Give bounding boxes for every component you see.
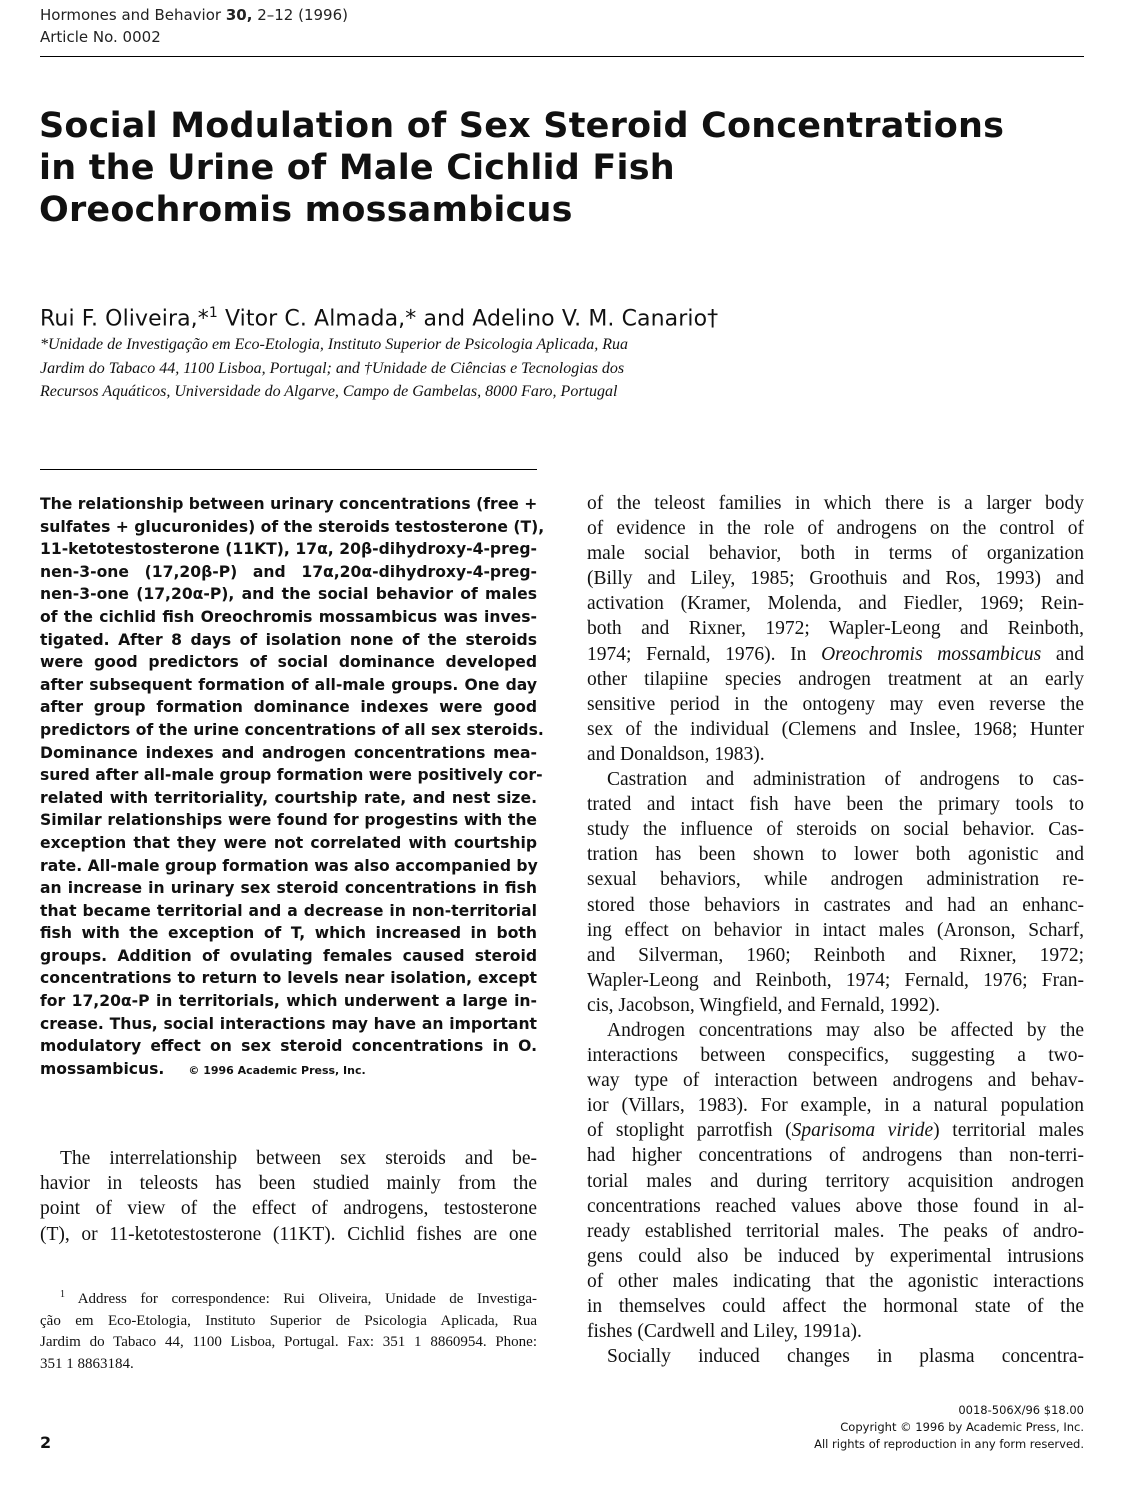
body-line: havior in teleosts has been studied mainly from the: [40, 1173, 537, 1195]
footnote-line: Jardim do Tabaco 44, 1100 Lisboa, Portugal. Fax: 351 1 8860954. Phone:: [40, 1334, 537, 1350]
abstract-line: The relationship between urinary concentrations (free +: [40, 495, 538, 513]
abstract-line: concentrations to return to levels near isolation, except: [40, 969, 537, 988]
body-line: concentrations reached values above those found in al-: [587, 1195, 1084, 1217]
abstract-line: an increase in urinary sex steroid concentrations in fish: [40, 879, 537, 898]
body-line: Androgen concentrations may also be affected by the: [607, 1019, 1084, 1041]
body-line: male social behavior, both in terms of organization: [587, 543, 1084, 565]
author-1: Rui F. Oliveira,*: [40, 306, 209, 332]
body-line: way type of interaction between androgens and behav-: [587, 1070, 1084, 1092]
paragraph: [587, 767, 1084, 1018]
abstract-line: for 17,20α-P in territorials, which underwent a large in-: [40, 992, 537, 1011]
abstract-line: after subsequent formation of all-male groups. One day: [40, 675, 537, 694]
body-line: stored those behaviors in castrates and had an enhanc-: [587, 894, 1084, 916]
abstract-line: groups. Addition of ovulating females caused steroid: [40, 946, 537, 965]
body-line: ing effect on behavior in intact males (Aronson, Scharf,: [587, 919, 1084, 941]
species-name: Oreochromis mossambicus: [821, 643, 1042, 665]
body-line: of other males indicating that the agonistic interactions: [587, 1270, 1084, 1292]
body-line: had higher concentrations of androgens than non-terri-: [587, 1145, 1084, 1167]
body-line: trated and intact fish have been the primary tools to: [587, 794, 1084, 816]
species-name: Sparisoma viride: [791, 1120, 934, 1142]
body-line: [587, 642, 1084, 667]
rights-line: All rights of reproduction in any form reserved.: [814, 1437, 1084, 1451]
body-line: ior (Villars, 1983). For example, in a natural population: [587, 1095, 1084, 1117]
body-line: activation (Kramer, Molenda, and Fiedler, 1969; Rein-: [587, 593, 1084, 615]
paragraph: [587, 1344, 1084, 1369]
affiliation-line: Recursos Aquáticos, Universidade do Algarve, Campo de Gambelas, 8000 Faro, Portugal: [40, 383, 618, 400]
body-line: (Billy and Liley, 1985; Groothuis and Ros, 1993) and: [587, 568, 1084, 590]
abstract-copyright: © 1996 Academic Press, Inc.: [188, 1063, 366, 1077]
body-line: tration has been shown to lower both agonistic and: [587, 844, 1084, 866]
body-line: Castration and administration of androgens to cas-: [607, 769, 1084, 791]
footnote: [40, 1284, 537, 1375]
journal-citation: [40, 4, 348, 26]
abstract-line: related with territoriality, courtship rate, and nest size.: [40, 788, 537, 807]
abstract-line: predictors of the urine concentrations of all sex steroids.: [40, 720, 544, 739]
abstract-last-text: mossambicus.: [40, 1059, 165, 1078]
body-line: study the influence of steroids on social behavior. Cas-: [587, 819, 1084, 841]
body-line: point of view of the effect of androgens, testosterone: [40, 1198, 537, 1220]
abstract-line: sulfates + glucuronides) of the steroids testosterone (T),: [40, 517, 545, 536]
abstract-line: 11-ketotestosterone (11KT), 17α, 20β-dihydroxy-4-preg-: [40, 540, 537, 559]
footnote-line: 351 1 8863184.: [40, 1355, 134, 1372]
journal-pages: 2–12 (1996): [257, 6, 348, 24]
abstract-line: were good predictors of social dominance developed: [40, 653, 537, 672]
body-line: fishes (Cardwell and Liley, 1991a).: [587, 1321, 862, 1343]
paragraph: [587, 1018, 1084, 1344]
article-code: 0018-506X/96 $18.00: [958, 1403, 1084, 1417]
paragraph: [587, 491, 1084, 767]
body-line: both and Rixner, 1972; Wapler-Leong and Reinboth,: [587, 618, 1084, 640]
abstract-line: modulatory effect on sex steroid concentrations in O.: [40, 1037, 537, 1056]
body-line: ready established territorial males. The peaks of andro-: [587, 1220, 1084, 1242]
abstract-line: Similar relationships were found for progestins with the: [40, 811, 537, 830]
abstract-line: exception that they were not correlated with courtship: [40, 833, 537, 852]
title-line: Oreochromis mossambicus: [39, 190, 573, 230]
intro-paragraph-left: [40, 1146, 537, 1247]
body-line: and Silverman, 1960; Reinboth and Rixner, 1972;: [587, 944, 1084, 966]
affiliation-line: Jardim do Tabaco 44, 1100 Lisboa, Portugal; and †Unidade de Ciências e Tecnologias dos: [40, 359, 625, 377]
journal-volume: 30,: [225, 6, 253, 24]
abstract-rule: [40, 469, 537, 470]
body-line: torial males and during territory acquisition androgen: [587, 1170, 1084, 1192]
body-line: sexual behaviors, while androgen administration re-: [587, 869, 1084, 891]
body-line: other tilapiine species androgen treatment at an early: [587, 668, 1084, 690]
copyright-footer: [814, 1402, 1084, 1453]
footnote-line: [40, 1284, 537, 1311]
article-title: [39, 105, 1039, 231]
body-text: of stoplight parrotfish (: [587, 1120, 792, 1142]
body-line: of the teleost families in which there is a larger body: [587, 493, 1084, 514]
body-line: The interrelationship between sex steroids and be-: [60, 1148, 537, 1169]
copyright-line: Copyright © 1996 by Academic Press, Inc.: [840, 1420, 1084, 1434]
author-list: [40, 296, 718, 336]
body-line: Socially induced changes in plasma concentra-: [607, 1346, 1084, 1368]
title-line: in the Urine of Male Cichlid Fish: [39, 148, 675, 188]
body-text: 1974; Fernald, 1976). In: [587, 643, 822, 665]
body-text: and: [1041, 643, 1085, 665]
body-line: [587, 1118, 1084, 1143]
body-line: gens could also be induced by experimental intrusions: [587, 1245, 1084, 1267]
body-line: interactions between conspecifics, suggesting a two-: [587, 1045, 1084, 1067]
affiliation-line: *Unidade de Investigação em Eco-Etologia, Instituto Superior de Psicologia Aplicada, Rua: [40, 336, 629, 353]
abstract-line: rate. All-male group formation was also accompanied by: [40, 856, 538, 875]
right-column: [587, 491, 1084, 1369]
body-line: and Donaldson, 1983).: [587, 743, 765, 765]
footnote-text: Address for correspondence: Rui Oliveira, Unidade de Investiga-: [65, 1291, 537, 1307]
footnote-marker: 1: [60, 1289, 65, 1300]
authors-rest: Vitor C. Almada,* and Adelino V. M. Canario†: [217, 306, 719, 332]
abstract-last-line: [40, 1058, 537, 1083]
abstract-line: of the cichlid fish Oreochromis mossambicus was inves-: [40, 607, 537, 626]
title-line: Social Modulation of Sex Steroid Concentrations: [39, 106, 1005, 146]
abstract-line: nen-3-one (17,20α-P), and the social behavior of males: [40, 585, 537, 604]
body-line: sensitive period in the ontogeny may even reverse the: [587, 693, 1084, 715]
abstract-line: crease. Thus, social interactions may have an important: [40, 1014, 537, 1033]
abstract: [40, 493, 545, 1082]
running-head: [40, 4, 348, 48]
abstract-line: sured after all-male group formation were positively cor-: [40, 766, 543, 785]
article-number: Article No. 0002: [40, 28, 161, 46]
abstract-line: tigated. After 8 days of isolation none of the steroids: [40, 630, 537, 649]
abstract-line: Dominance indexes and androgen concentrations mea-: [40, 743, 537, 762]
body-line: in themselves could affect the hormonal state of the: [587, 1296, 1084, 1317]
page-number: 2: [40, 1433, 52, 1452]
abstract-line: after group formation dominance indexes were good: [40, 698, 537, 717]
abstract-line: fish with the exception of T, which increased in both: [40, 924, 537, 943]
body-line: cis, Jacobson, Wingfield, and Fernald, 1992).: [587, 994, 941, 1016]
abstract-line: nen-3-one (17,20β-P) and 17α,20α-dihydroxy-4-preg-: [40, 562, 537, 581]
body-text: ) territorial males: [933, 1120, 1084, 1142]
header-rule: [40, 56, 1084, 57]
body-line: of evidence in the role of androgens on the control of: [587, 518, 1084, 540]
affiliations: [40, 333, 628, 404]
footnote-line: ção em Eco-Etologia, Instituto Superior de Psicologia Aplicada, Rua: [40, 1312, 537, 1329]
abstract-line: that became territorial and a decrease in non-territorial: [40, 901, 537, 920]
body-line: Wapler-Leong and Reinboth, 1974; Fernald, 1976; Fran-: [587, 969, 1084, 991]
journal-name: Hormones and Behavior: [40, 6, 222, 24]
author-1-footnote-marker: 1: [208, 305, 218, 321]
body-line: (T), or 11-ketotestosterone (11KT). Cichlid fishes are one: [40, 1223, 537, 1245]
body-line: sex of the individual (Clemens and Inslee, 1968; Hunter: [587, 718, 1084, 740]
